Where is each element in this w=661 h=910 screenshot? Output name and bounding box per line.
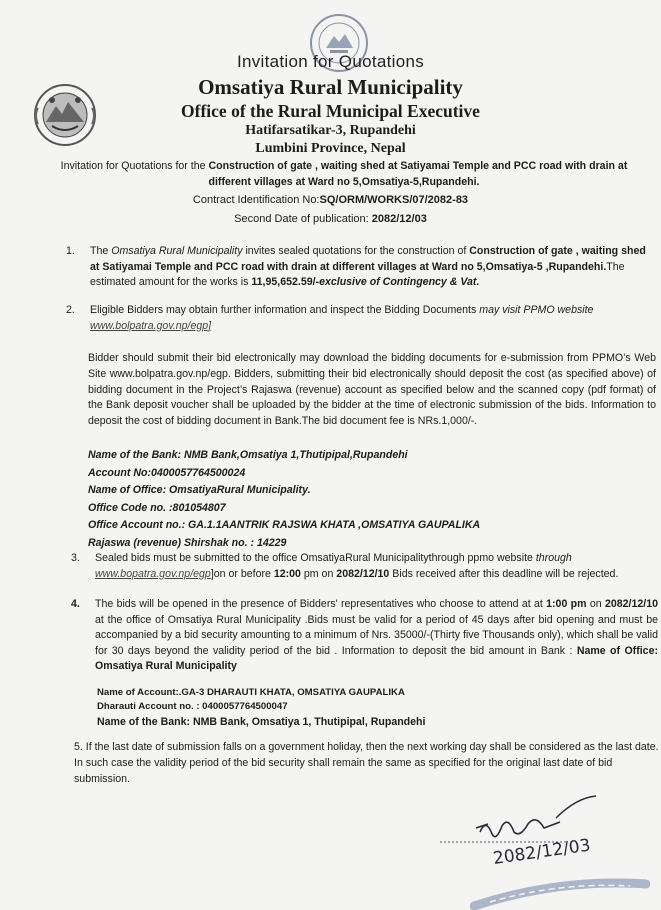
office-name: Office of the Rural Municipal Executive xyxy=(181,101,480,121)
invitation-title: Invitation for Quotations xyxy=(236,52,425,71)
clause-4: 4. The bids will be opened in the presence of Bidders' representatives who choose to attend at at 1:00 pm on 2082/12/10 at the office of Omsatiya Rural Municipality .Bids must be valid for a period of 45 days after bid opening and must be accompanied by a bid security amounting to a minimum of Nrs. 35000/-(Thirty five Thousands only), which shall be valid for 30 days beyond the validity period of the bid . Information to deposit the bid amount in Bank : Name of Office: Omsatiya Rural Municipality xyxy=(71,598,658,673)
bank-details-document-fee xyxy=(88,447,648,553)
office-stamp-icon xyxy=(470,872,650,910)
bank-detail-line: Office Code no. :801054807 xyxy=(88,501,226,514)
publication-date: Second Date of publication: 2082/12/03 xyxy=(234,213,427,225)
address-line-2: Lumbini Province, Nepal xyxy=(255,141,406,156)
publication-date-value: 2082/12/03 xyxy=(371,213,427,225)
signature-icon xyxy=(436,788,636,878)
account-name: Name of Account:.GA-3 DHARAUTI KHATA, OMSATIYA GAUPALIKA xyxy=(97,687,405,698)
municipality-name: Omsatiya Rural Municipality xyxy=(198,75,463,99)
clause-number: 2. xyxy=(66,304,75,316)
clause-2: 2. Eligible Bidders may obtain further information and inspect the Bidding Documents may visit PPMO website www.bolpatra.gov.np/egp] xyxy=(66,304,594,332)
bank-detail-line: Office Account no.: GA.1.1AANTRIK RAJSWA KHATA ,OMSATIYA GAUPALIKA xyxy=(88,519,481,532)
address-line-1: Hatifarsatikar-3, Rupandehi xyxy=(245,123,416,138)
intro-text: Invitation for Quotations for the Construction of gate , waiting shed at Satiyamai Temple and PCC road with drain at different villages at Ward no 5,Omsatiya-5,Rupandehi. xyxy=(60,160,628,188)
bank-detail-line: Name of Office: OmsatiyaRural Municipality. xyxy=(88,484,311,497)
intro-project: Construction of gate , waiting shed at Satiyamai Temple and PCC road with drain at different villages at Ward no 5,Omsatiya-5,Rupandehi. xyxy=(208,160,628,188)
signature-date: 2082/12/03 xyxy=(491,835,592,869)
clause-number: 4. xyxy=(71,598,80,610)
clause-5: 5. If the last date of submission falls on a government holiday, then the next working day shall be considered as the last date. In such case the validity period of the bid security shall remain the same as specified for the original last date of bid submission. xyxy=(74,741,659,785)
clause-number: 1. xyxy=(66,245,75,257)
contract-identification: Contract Identification No:SQ/ORM/WORKS/07/2082-83 xyxy=(192,194,469,206)
dharauti-account: Dharauti Account no. : 0400057764500047 xyxy=(97,701,288,712)
bank-detail-line: Account No:0400057764500024 xyxy=(88,466,246,479)
bank-details-bid-security xyxy=(97,686,617,730)
bid-submission-paragraph: Bidder should submit their bid electronically may download the bidding documents for e-submission from PPMO’s Web Site www.bolpatra.gov.np/egp. Bidders, submitting their bid electronically should deposit the cost (as specified above) of bidding document in the Project’s Rajaswa (revenue) account as specified below and the scanned copy (pdf format) of the Bank deposit voucher shall be uploaded by the bidder at the time of electronic submission of the bids. Information to deposit the cost of bidding document in Bank.The bid document fee is NRs.1,000/-. xyxy=(88,352,656,428)
bank-detail-line: Rajaswa (revenue) Shirshak no. : 14229 xyxy=(88,536,287,549)
ppmo-website-link[interactable]: www.bolpatra.gov.np/egp] xyxy=(90,319,212,332)
bolpatra-website-link[interactable]: www.bopatra.gov.np/egp xyxy=(95,567,211,580)
clause-1: 1. The Omsatiya Rural Municipality invites sealed quotations for the construction of Construction of gate , waiting shed at Satiyamai Temple and PCC road with drain at different villages at Ward no 5,Omsatiya-5 ,Rupandehi.The estimated amount for the works is 11,95,652.59/-exclusive of Contingency & Vat. xyxy=(66,245,646,289)
bank-name: Name of the Bank: NMB Bank, Omsatiya 1, Thutipipal, Rupandehi xyxy=(97,716,426,728)
contract-number: SQ/ORM/WORKS/07/2082-83 xyxy=(319,194,469,206)
clause-3: 3. Sealed bids must be submitted to the office OmsatiyaRural Municipalitythrough ppmo website through www.bopatra.gov.np/egp]on or before 12:00 pm on 2082/12/10 Bids received after this deadline will be rejected. xyxy=(71,552,619,580)
clause-number: 3. xyxy=(71,552,80,564)
bank-detail-line: Name of the Bank: NMB Bank,Omsatiya 1,Thutipipal,Rupandehi xyxy=(88,449,408,461)
